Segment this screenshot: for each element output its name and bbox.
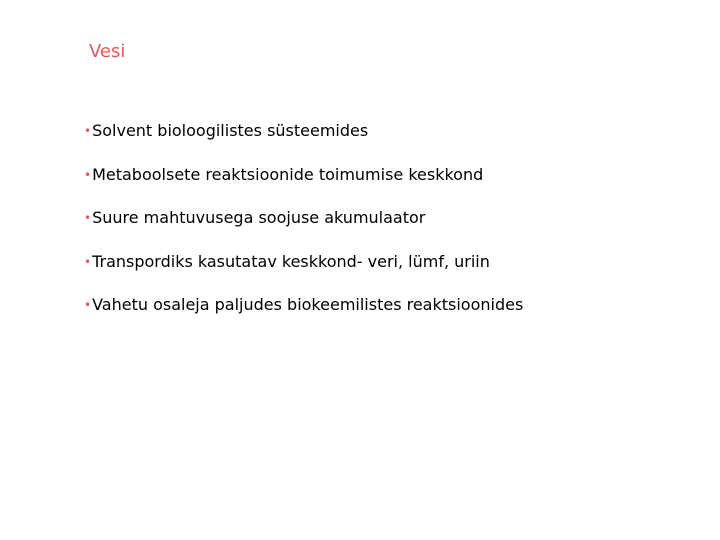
- bullet-list: [84, 120, 523, 338]
- bullet-text: Transpordiks kasutatav keskkond- veri, lümf, uriin: [92, 251, 490, 271]
- bullet-icon: •: [84, 124, 92, 138]
- bullet-icon: •: [84, 254, 92, 269]
- list-item: [84, 207, 523, 251]
- list-item: [84, 251, 523, 295]
- bullet-icon: •: [84, 211, 92, 225]
- bullet-icon: •: [84, 298, 92, 312]
- list-item: [84, 164, 523, 208]
- list-item: [84, 120, 523, 164]
- bullet-text: Solvent bioloogilistes süsteemides: [92, 121, 369, 140]
- slide-title: Vesi: [89, 41, 126, 62]
- bullet-icon: •: [84, 167, 92, 182]
- list-item: [84, 294, 523, 338]
- bullet-text: Vahetu osaleja paljudes biokeemilistes reaktsioonides: [92, 295, 524, 314]
- bullet-text: Suure mahtuvusega soojuse akumulaator: [92, 208, 426, 227]
- bullet-text: Metaboolsete reaktsioonide toimumise keskkond: [92, 164, 484, 184]
